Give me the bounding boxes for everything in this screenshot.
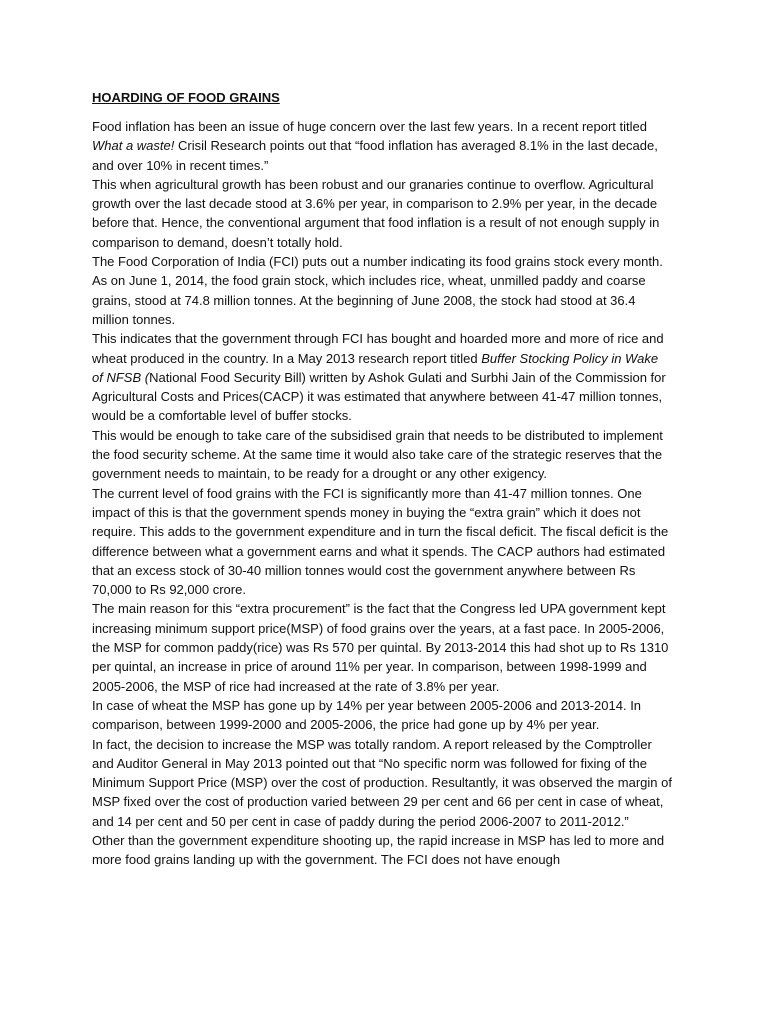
paragraph-6: The current level of food grains with the FCI is significantly more than 41-47 million tonnes. One impact of this is that the government spends money in buying the “extra grain” which it does not require. This adds to the government expenditure and in turn the fiscal deficit. The fiscal deficit is the difference between what a government earns and what it spends. The CACP authors had estimated that an excess stock of 30-40 million tonnes would cost the government anywhere between Rs 70,000 to Rs 92,000 crore. bbox=[92, 485, 669, 598]
paragraph-4-text-cont: National Food Security Bill) written by Ashok Gulati and Surbhi Jain of the Commission for Agricultural Costs and Prices(CACP) it was estimated that anywhere between 41-47 million tonnes, would be a comfortable level of buffer stocks. bbox=[92, 369, 666, 424]
document-title: HOARDING OF FOOD GRAINS bbox=[92, 90, 280, 105]
paragraph-5: This would be enough to take care of the subsidised grain that needs to be distributed to implement the food security scheme. At the same time it would also take care of the strategic reserves that the government needs to maintain, to be ready for a drought or any other exigency. bbox=[92, 427, 663, 482]
paragraph-4 bbox=[92, 329, 672, 425]
paragraph-3: The Food Corporation of India (FCI) puts out a number indicating its food grains stock every month. As on June 1, 2014, the food grain stock, which includes rice, wheat, unmilled paddy and coarse grains, stood at 74.8 million tonnes. At the beginning of June 2008, the stock had stood at 36.4 million tonnes. bbox=[92, 254, 663, 327]
paragraph-1-text-cont: Crisil Research points out that “food inflation has averaged 8.1% in the last decade, and over 10% in recent times.” bbox=[92, 138, 658, 173]
paragraph-2: This when agricultural growth has been robust and our granaries continue to overflow. Agricultural growth over the last decade stood at 3.6% per year, in comparison to 2.9% per year, in the decade before that. Hence, the conventional argument that food inflation is a result of not enough supply in comparison to demand, doesn’t totally hold. bbox=[92, 176, 660, 250]
paragraph-7: The main reason for this “extra procurement” is the fact that the Congress led UPA government kept increasing minimum support price(MSP) of food grains over the years, at a fast pace. In 2005-2006, the MSP for common paddy(rice) was Rs 570 per quintal. By 2013-2014 this had shot up to Rs 1310 per quintal, an increase in price of around 11% per year. In comparison, between 1998-1999 and 2005-2006, the MSP of rice had increased at the rate of 3.8% per year. bbox=[92, 601, 669, 694]
paragraph-8: In case of wheat the MSP has gone up by 14% per year between 2005-2006 and 2013-2014. In comparison, between 1999-2000 and 2005-2006, the price had gone up by 4% per year. bbox=[92, 697, 642, 733]
paragraph-4-text: This indicates that the government through FCI has bought and hoarded more and more of rice and wheat produced in the country. In a May 2013 research report titled bbox=[92, 331, 664, 366]
paragraph-9: In fact, the decision to increase the MSP was totally random. A report released by the Comptroller and Auditor General in May 2013 pointed out that “No specific norm was followed for fixing of the Minimum Support Price (MSP) over the cost of production. Resultantly, it was observed the margin of MSP fixed over the cost of production varied between 29 per cent and 66 per cent in case of wheat, and 14 per cent and 50 per cent in case of paddy during the period 2006-2007 to 2011-2012.” bbox=[92, 736, 672, 829]
report-title-what-a-waste: What a waste! bbox=[92, 138, 175, 154]
document-body bbox=[92, 88, 672, 870]
paragraph-1-text: Food inflation has been an issue of huge concern over the last few years. In a recent report titled bbox=[92, 119, 647, 134]
report-title-buffer-stocking: Buffer Stocking Policy in Wake of NFSB ( bbox=[92, 350, 659, 385]
paragraph-1 bbox=[92, 117, 672, 175]
paragraph-10: Other than the government expenditure shooting up, the rapid increase in MSP has led to more and more food grains landing up with the government. The FCI does not have enough bbox=[92, 832, 665, 868]
